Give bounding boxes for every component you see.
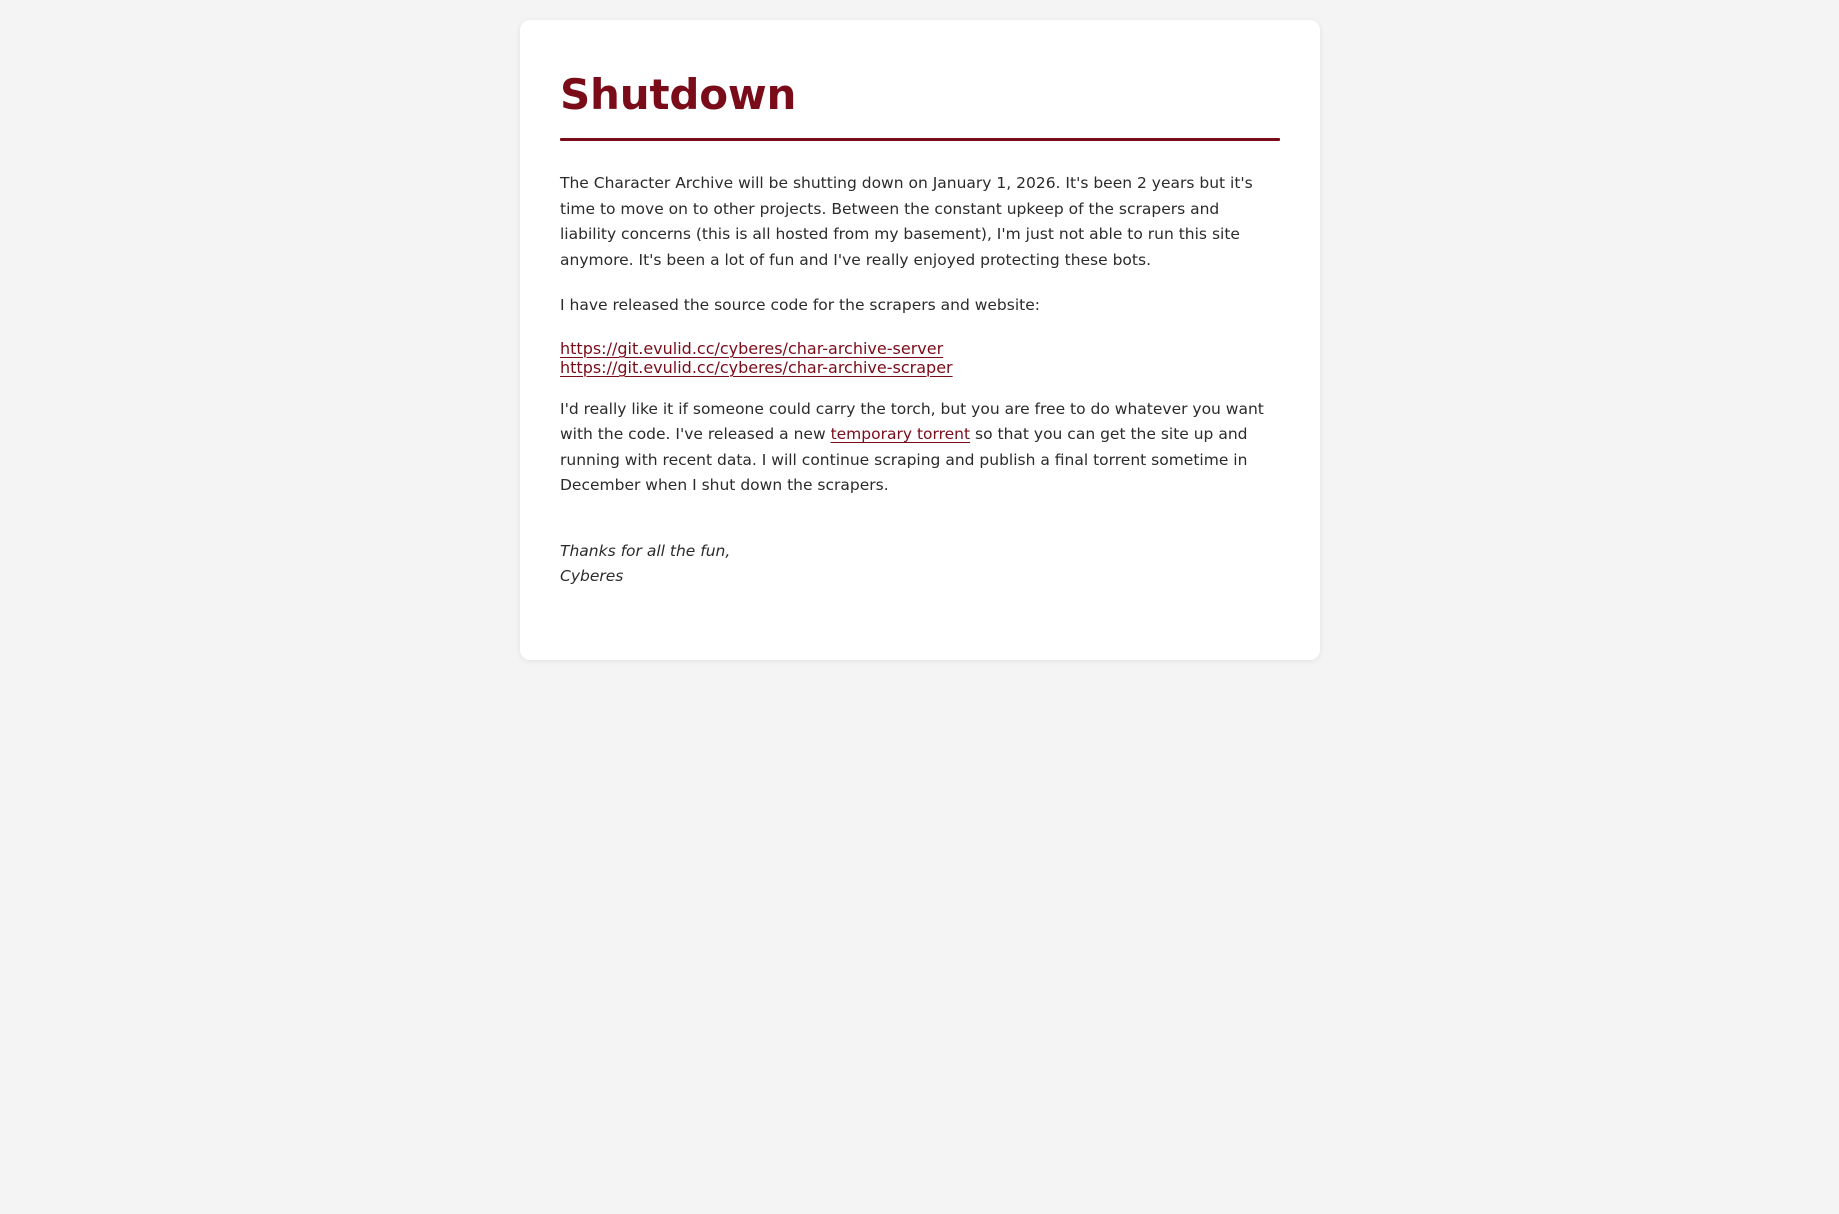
source-code-paragraph: I have released the source code for the scrapers and website: <box>560 296 1040 315</box>
server-repo-link[interactable]: https://git.evulid.cc/cyberes/char-archive-server <box>560 338 944 358</box>
scraper-repo-link[interactable]: https://git.evulid.cc/cyberes/char-archive-scraper <box>560 357 953 377</box>
signoff-author: Cyberes <box>560 567 624 586</box>
torch-text-after: so that you can get the site up and running with recent data. I will continue scraping and publish a final torrent sometime in December when I shut down the scrapers. <box>560 425 1248 495</box>
torch-paragraph <box>560 397 1280 499</box>
source-links <box>560 339 1280 377</box>
page-title: Shutdown <box>560 70 797 119</box>
intro-paragraph: The Character Archive will be shutting down on January 1, 2026. It's been 2 years but it's time to move on to other projects. Between the constant upkeep of the scrapers and liability concerns (this is all hosted from my basement), I'm just not able to run this site anymore. It's been a lot of fun and I've really enjoyed protecting these bots. <box>560 174 1253 269</box>
signoff <box>560 539 1280 590</box>
signoff-line: Thanks for all the fun, <box>560 541 731 560</box>
shutdown-card <box>520 20 1320 660</box>
torch-text-before: I'd really like it if someone could carry the torch, but you are free to do whatever you want with the code. I've released a new <box>560 399 1264 444</box>
title-divider <box>560 138 1280 141</box>
temporary-torrent-link[interactable]: temporary torrent <box>830 425 971 444</box>
